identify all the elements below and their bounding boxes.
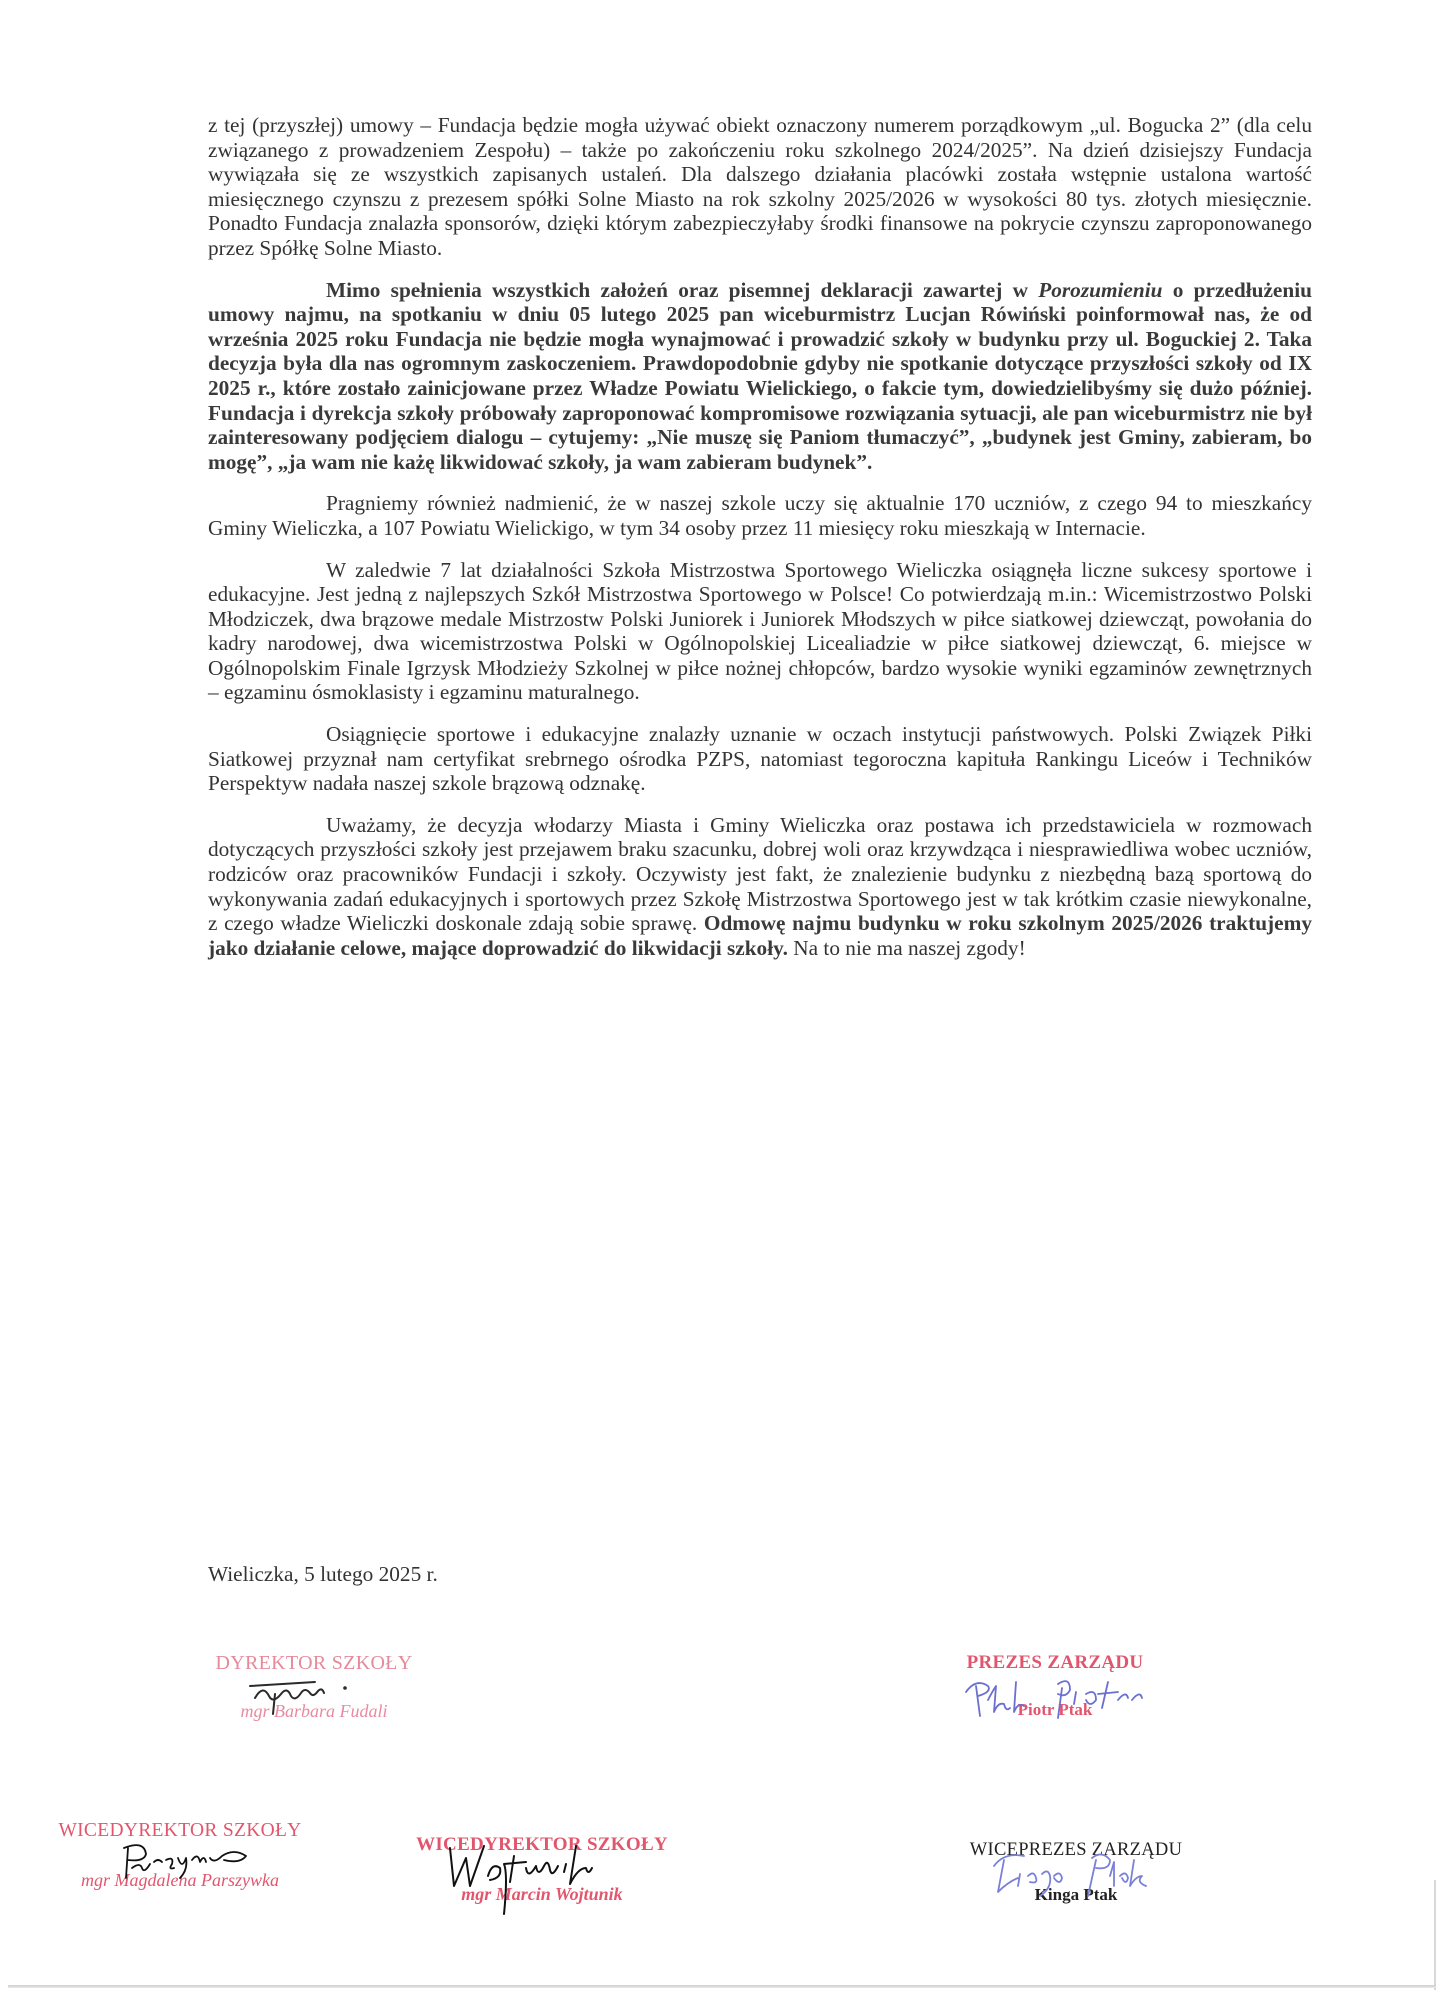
text-segment: Odmowę najmu budynku w roku szkolnym 2025/2026 traktujemy jako działanie celowe, mające doprowadzić do likwidacji szkoły.	[208, 911, 1312, 960]
date-place: Wieliczka, 5 lutego 2025 r.	[208, 1562, 438, 1586]
stamp-name: mgr Barbara Fudali	[240, 1701, 388, 1721]
paragraph-student-numbers	[208, 491, 1312, 540]
text-segment: z tej (przyszłej) umowy – Fundacja będzie mogła używać obiekt oznaczony numerem porządkowym „ul. Bogucka 2” (dla celu związanego z prowadzeniem Zespołu) – także po zakończeniu roku szkolnego 2024/2025”. Na dzień dzisiejszy Fundacja wywiązała się ze wszystkich zapisanych ustaleń. Dla dalszego działania placówki została wstępnie ustalona wartość miesięcznego czynszu z prezesem spółki Solne Miasto na rok szkolny 2025/2026 w wysokości 80 tys. złotych miesięcznie. Ponadto Fundacja znalazła sponsorów, dzięki którym zabezpieczyłaby środki finansowe na pokrycie czynszu zaproponowanego przez Spółkę Solne Miasto.	[208, 113, 1312, 260]
stamp-vice-director-1	[30, 1820, 330, 1891]
text-segment: Osiągnięcie sportowe i edukacyjne znalazły uznanie w oczach instytucji państwowych. Polski Związek Piłki Siatkowej przyznał nam certyfikat srebrnego ośrodka PZPS, natomiast tegoroczna kapituła Rankingu Liceów i Techników Perspektyw nadała naszej szkole brązową odznakę.	[208, 722, 1312, 796]
text-segment: o przedłużeniu umowy najmu, na spotkaniu w dniu 05 lutego 2025 pan wiceburmistrz Lucjan Rówiński poinformował nas, że od września 2025 roku Fundacja nie będzie mogła wynajmować i prowadzić szkoły w budynku przy ul. Boguckiej 2. Taka decyzja była dla nas ogromnym zaskoczeniem. Prawdopodobnie gdyby nie spotkanie dotyczące przyszłości szkoły od IX 2025 r., które zostało zainicjowane przez Władze Powiatu Wielickiego, o fakcie tym, dowiedzielibyśmy się dużo później. Fundacja i dyrekcja szkoły próbowały zaproponować kompromisowe rozwiązania sytuacji, ale pan wiceburmistrz nie był zainteresowany podjęciem dialogu – cytujemy: „Nie muszę się Paniom tłumaczyć”, „budynek jest Gminy, zabieram, bo mogę”, „ja wam nie każę likwidować szkoły, ja wam zabieram budynek”.	[208, 277, 1312, 474]
stamp-title: DYREKTOR SZKOŁY	[215, 1652, 413, 1674]
paragraph-achievements	[208, 558, 1312, 706]
stamp-vice-president	[946, 1840, 1206, 1905]
text-segment: Mimo spełnienia wszystkich założeń oraz pisemnej deklaracji zawartej w	[326, 277, 1039, 302]
stamp-title: WICEDYREKTOR SZKOŁY	[58, 1820, 302, 1841]
stamp-title: PREZES ZARZĄDU	[966, 1652, 1144, 1673]
page-edge-bottom	[8, 1985, 1436, 1988]
text-segment: W zaledwie 7 lat działalności Szkoła Mistrzostwa Sportowego Wieliczka osiągnęła liczne sukcesy sportowe i edukacyjne. Jest jedną z najlepszych Szkół Mistrzostwa Sportowego w Polsce! Co potwierdzają m.in.: Wicemistrzostwo Polski Młodziczek, dwa brązowe medale Mistrzostw Polski Juniorek i Juniorek Młodszych w piłce siatkowej dziewcząt, powołania do kadry narodowej, dwa wicemistrzostwa Polski w Ogólnopolskiej Licealiadzie w piłce siatkowej dziewcząt, 6. miejsce w Ogólnopolskim Finale Igrzysk Młodzieży Szkolnej w piłce nożnej chłopców, bardzo wysokie wyniki egzaminów zewnętrznych – egzaminu ósmoklasisty i egzaminu maturalnego.	[208, 557, 1312, 705]
stamp-name: mgr Magdalena Parszywka	[81, 1870, 279, 1890]
text-segment: Na to nie ma naszej zgody!	[787, 935, 1026, 960]
paragraph-conclusion	[208, 813, 1312, 961]
stamp-title: WICEPREZES ZARZĄDU	[969, 1840, 1183, 1860]
text-segment: Uważamy, że decyzja włodarzy Miasta i Gminy Wieliczka oraz postawa ich przedstawiciela w rozmowach dotyczących przyszłości szkoły jest przejawem braku szacunku, dobrej woli oraz krzywdząca i niesprawiedliwa wobec uczniów, rodziców oraz pracowników Fundacji i szkoły. Oczywisty jest fakt, że znalezienie budynku z niezbędną bazą sportową do wykonywania zadań edukacyjnych i sportowych przez Szkołę Mistrzostwa Sportowego jest w tak krótkim czasie niewykonalne, z czego władze Wieliczki doskonale zdają sobie sprawę.	[208, 812, 1312, 936]
page-edge-right	[1434, 1880, 1436, 1990]
stamp-director	[184, 1652, 444, 1722]
stamp-title: WICEDYREKTOR SZKOŁY	[416, 1834, 668, 1855]
stamp-vice-director-2	[392, 1834, 692, 1905]
stamp-name: mgr Marcin Wojtunik	[461, 1884, 623, 1904]
stamp-name: Piotr Ptak	[1017, 1700, 1093, 1719]
letter-body	[208, 113, 1312, 977]
text-segment: Porozumieniu	[1038, 277, 1163, 302]
paragraph-recognition	[208, 722, 1312, 796]
stamp-name: Kinga Ptak	[1034, 1885, 1118, 1904]
paragraph-meeting-decision	[208, 278, 1312, 475]
stamp-president	[920, 1652, 1190, 1720]
paragraph-rental-agreement	[208, 113, 1312, 261]
text-segment: Pragniemy również nadmienić, że w naszej szkole uczy się aktualnie 170 uczniów, z czego 94 to mieszkańcy Gminy Wieliczka, a 107 Powiatu Wielickigo, w tym 34 osoby przez 11 miesięcy roku mieszkają w Internacie.	[208, 491, 1312, 540]
